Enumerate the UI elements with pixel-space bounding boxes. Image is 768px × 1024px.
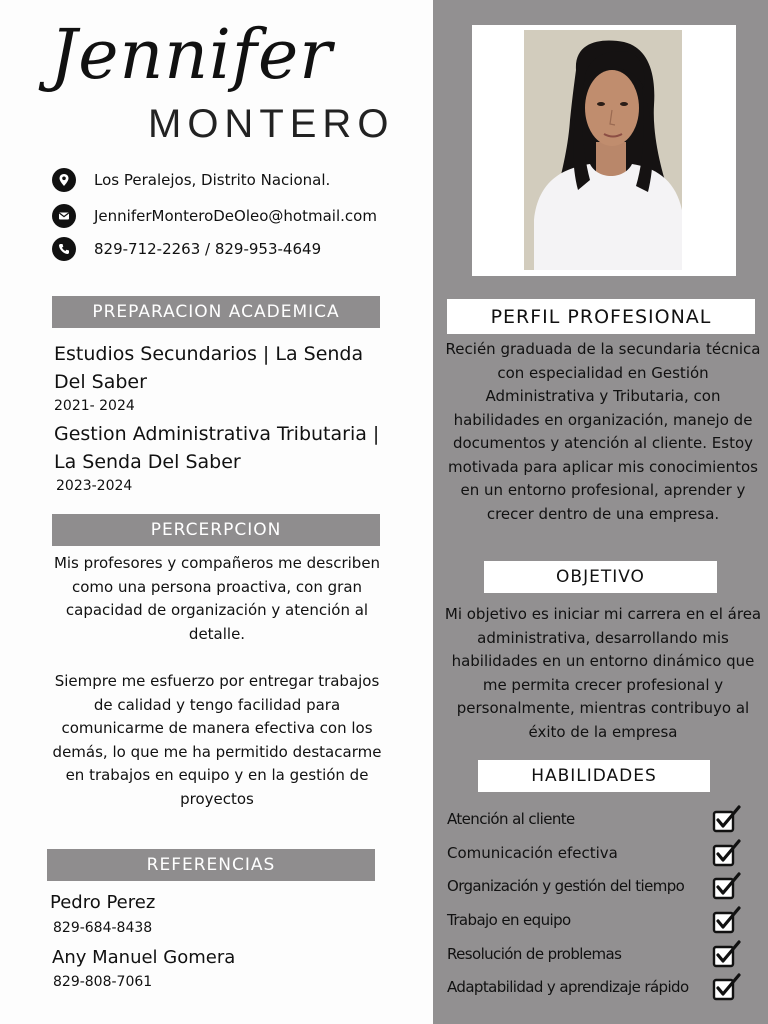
phone-icon: [52, 237, 76, 261]
checkbox-checked-icon: [712, 872, 742, 900]
skill-item: [447, 805, 742, 833]
skill-item: [447, 872, 742, 900]
first-name: Jennifer: [50, 16, 333, 95]
references-heading: REFERENCIAS: [47, 849, 375, 881]
skill-label: Organización y gestión del tiempo: [447, 877, 685, 895]
objective-heading: OBJETIVO: [484, 561, 717, 593]
contact-address: [52, 168, 330, 192]
checkbox-checked-icon: [712, 973, 742, 1001]
skills-heading: HABILIDADES: [478, 760, 710, 792]
profile-photo: [524, 30, 682, 270]
mail-icon: [52, 204, 76, 228]
address-text: Los Peralejos, Distrito Nacional.: [94, 171, 331, 189]
reference-2-phone: 829-808-7061: [53, 974, 153, 990]
profile-text: Recién graduada de la secundaria técnica con especialidad en Gestión Administrativa y Tributaria, con habilidades en organización, manejo de documentos y atención al cliente. Estoy motivada para aplicar mis conocimientos en un entorno profesional, aprender y crecer dentro de una empresa.: [445, 340, 761, 523]
reference-2-name: Any Manuel Gomera: [52, 947, 236, 968]
phone-text: 829-712-2263 / 829-953-4649: [94, 240, 322, 258]
education-item-1-years: 2021- 2024: [54, 398, 135, 414]
education-item-2-years: 2023-2024: [56, 478, 133, 494]
skill-item: [447, 973, 742, 1001]
checkbox-checked-icon: [712, 906, 742, 934]
perception-paragraph-1: Mis profesores y compañeros me describen como una persona proactiva, con gran capacidad de organización y atención al detalle.: [53, 554, 381, 643]
skill-label: Comunicación efectiva: [447, 844, 618, 862]
perception-paragraph-2: Siempre me esfuerzo por entregar trabajos de calidad y tengo facilidad para comunicarme de manera efectiva con los demás, lo que me ha permitido destacarme en trabajos en equipo y en la gestión de proyectos: [52, 672, 382, 808]
education-heading: PREPARACION ACADEMICA: [52, 296, 380, 328]
skill-label: Resolución de problemas: [447, 945, 622, 963]
last-name: MONTERO: [148, 102, 395, 146]
reference-1-phone: 829-684-8438: [53, 920, 153, 936]
skill-label: Adaptabilidad y aprendizaje rápido: [447, 978, 689, 996]
reference-1-name: Pedro Perez: [50, 892, 156, 913]
objective-text: Mi objetivo es iniciar mi carrera en el área administrativa, desarrollando mis habilidades en un entorno dinámico que me permita crecer profesional y personalmente, mientras contribuyo al éxito de la empresa: [444, 605, 762, 741]
contact-phone: [52, 237, 321, 261]
perception-heading: PERCERPCION: [52, 514, 380, 546]
skill-item: [447, 906, 742, 934]
location-pin-icon: [52, 168, 76, 192]
checkbox-checked-icon: [712, 839, 742, 867]
email-link[interactable]: JenniferMonteroDeOleo@hotmail.com: [94, 207, 377, 225]
skill-label: Trabajo en equipo: [447, 911, 571, 929]
contact-email: [52, 204, 377, 228]
checkbox-checked-icon: [712, 805, 742, 833]
education-item-2-title: Gestion Administrativa Tributaria | La Senda Del Saber: [54, 423, 380, 473]
education-item-1-title: Estudios Secundarios | La Senda Del Saber: [54, 343, 364, 393]
profile-heading: PERFIL PROFESIONAL: [447, 299, 755, 334]
checkbox-checked-icon: [712, 940, 742, 968]
skill-label: Atención al cliente: [447, 810, 575, 828]
skill-item: [447, 839, 742, 867]
skill-item: [447, 940, 742, 968]
